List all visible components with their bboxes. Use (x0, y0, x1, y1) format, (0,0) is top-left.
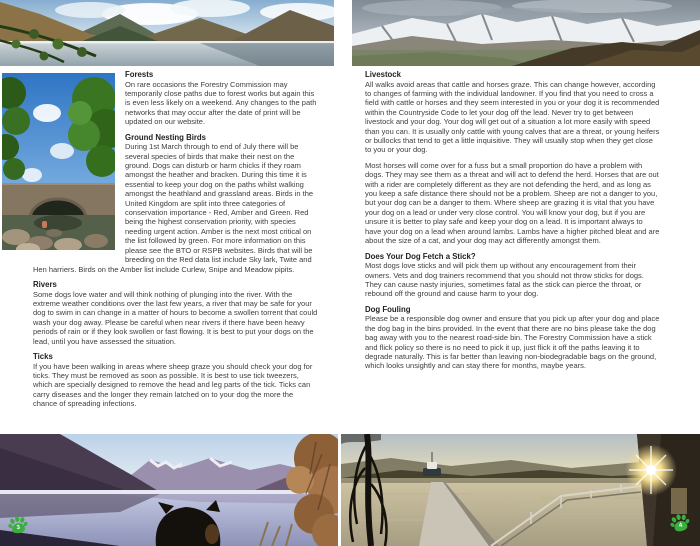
section-body-rivers: Some dogs love water and will think nothing of plunging into the river. With the extreme weather conditions over the last few years, a river that may be safe for your dog to swim in can change in a matter of hours to become a swollen torrent that could wash your dog away. Please be careful when near rivers if there have been heavy periods of rain or if they look swollen or fast flowing. It is best to put your dogs on the lead, until you have assessed the situation. (33, 289, 318, 346)
page-number-right: 4 (678, 522, 684, 530)
page-number-left: 3 (16, 524, 21, 532)
section-heading-ground-nesting-birds: Ground Nesting Birds (125, 132, 207, 142)
section-heading-rivers: Rivers (33, 279, 57, 289)
section-heading-forests: Forests (125, 70, 154, 79)
snowy-mountains-illustration (352, 0, 700, 66)
section-body-livestock-2: Most horses will come over for a fuss but a small proportion do have a problem with dogs. They may see them as a threat and will act to defend the herd. Horses that are out with a rider are completely different as they are not defending the herd, and as long as you keep a safe distance there should not be a problem. Sheep are not a danger to you, but your dog can be a danger to them. Where sheep are grazing it is vital that you have your dog on a lead or under very close control. You will know your dog, but if you are unsure it is better to play safe and keep your dog on a lead. It is important always to have your dog on a lead when around lambs. Lambs have a higher pitched bleat and are about the size of a cat, and your dog may act differently amongst them. (365, 160, 660, 246)
section-heading-dog-fouling: Dog Fouling (365, 304, 411, 314)
right-page-text-column (365, 70, 660, 371)
dog-lake-photo (0, 434, 338, 546)
lake-valley-illustration (0, 0, 334, 66)
stone-bridge-photo (2, 73, 115, 250)
section-body-livestock-1: All walks avoid areas that cattle and horses graze. This can change however, according to changes of farming with the individual landowner. If you find that you need to cross a field with cattle or horses and they seem interested in you or your dog it is recommended within the Countryside Code to let your dog off the lead. Never try to get between livestock and your dog. Your dog will get out of a situation a lot more easily with speed than you can. It is usually only cattle with young calves that are a threat, or young heifers or bullocks that tend to get a little inquisitive. They will usually stop when they get close to you or your dog. (365, 79, 660, 155)
snowy-mountains-photo (352, 0, 700, 66)
lake-jetty-illustration (341, 434, 700, 546)
dog-lake-illustration (0, 434, 338, 546)
section-body-dog-fouling: Please be a responsible dog owner and ensure that you pick up after your dog and place the dog bag in the bins provided. In the event that there are no bins please take the dog bag away with you to the nearest road-side bin. The Forestry Commission have a stick and flick policy so there is no need to pick it up, just flick it off the paths leaving it to degrade naturally. This is far better than leaving non-biodegradable bags on the ground, which looks unsightly and can stay there for months, maybe years. (365, 314, 660, 371)
section-body-ground-nesting-birds: During 1st March through to end of July there will be several species of birds that make their nest on the ground. Dogs can disturb or harm chicks if they roam amongst the heather and bracken. During this time it is essential to keep your dog on the paths whilst walking amongst the heathland and grassland areas. Birds in the United Kingdom are split into three categories of conservation importance - Red, Amber and Green. Red being the highest conservation priority, with species needing urgent action. Amber is the next most critical on the list followed by green. For more information on this please see the BTO or RSPB websites. Birds that will be breeding on the Red data list include Sky lark, Twite and Hen harriers. Birds on the Amber list include Curlew, Snipe and Meadow pipits. (33, 142, 314, 274)
lake-jetty-photo (341, 434, 700, 546)
section-heading-fetch-stick: Does Your Dog Fetch a Stick? (365, 251, 476, 261)
paw-print-icon (7, 514, 30, 537)
stone-bridge-illustration (2, 73, 115, 250)
section-heading-livestock: Livestock (365, 70, 401, 79)
lake-valley-photo (0, 0, 334, 66)
section-body-forests: On rare occasions the Forestry Commission may temporarily close paths due to forest works but again this is even less likely on a weekend. Any changes to the path networks that may occur after the date of print will be updated on our website. (125, 79, 317, 127)
section-body-ticks: If you have been walking in areas where sheep graze you should check your dog for ticks. They must be removed as soon as possible. It is best to use tick tweezers, which are specially designed to remove the head and leg parts of the tick. Ticks can carry diseases and the longer they remain latched on to your dog the more the chance of spreading infections. (33, 361, 313, 409)
section-body-fetch-stick: Most dogs love sticks and will pick them up without any encouragement from their owners. Vets and dog trainers recommend that you should not throw sticks for dogs. They can cause nasty injuries, sometimes fatal as the stick can pierce the throat, or rebound off the ground and cause harm to your dog. (365, 261, 644, 299)
left-page-text-column (33, 70, 318, 409)
section-heading-ticks: Ticks (33, 351, 53, 361)
